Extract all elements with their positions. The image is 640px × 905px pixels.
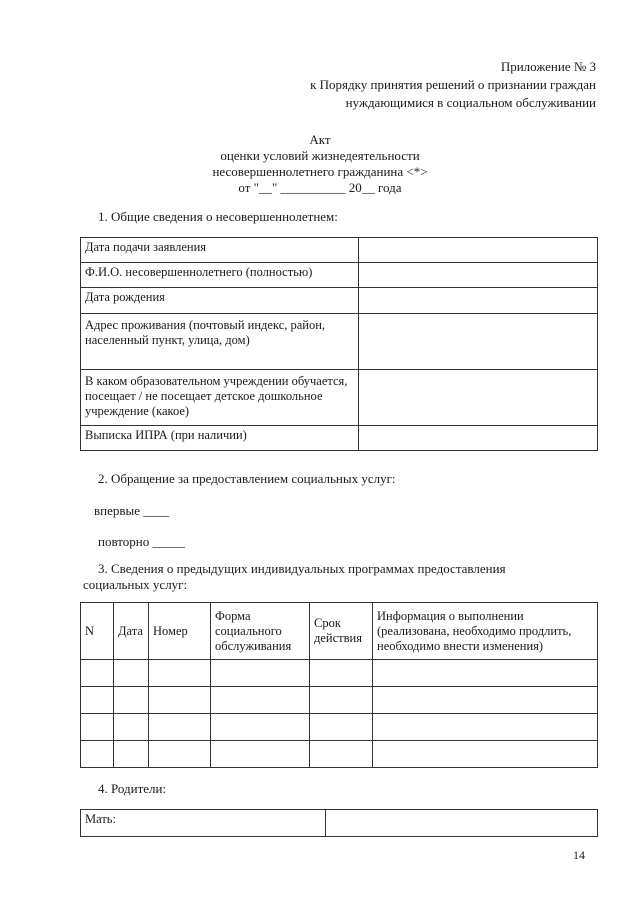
section4-heading: 4. Родители:: [98, 781, 167, 796]
general-info-table: [80, 237, 598, 451]
table-row: [81, 288, 598, 314]
table-row: [81, 714, 598, 741]
row-label: Ф.И.О. несовершеннолетнего (полностью): [81, 263, 359, 288]
parents-table: [80, 809, 598, 837]
previous-programs-table: [80, 602, 598, 768]
table-cell[interactable]: [211, 687, 310, 714]
table-row: [81, 810, 598, 837]
table-row: [81, 660, 598, 687]
table-cell[interactable]: [373, 660, 598, 687]
table-cell[interactable]: [373, 741, 598, 768]
table-cell[interactable]: [211, 660, 310, 687]
row-value-field[interactable]: [359, 263, 598, 288]
section3-heading-cont: социальных услуг:: [83, 577, 188, 592]
row-label: В каком образовательном учреждении обучается, посещает / не посещает детское дошкольное учреждение (какое): [81, 370, 359, 426]
table-row: [81, 687, 598, 714]
section2-heading: 2. Обращение за предоставлением социальных услуг:: [98, 471, 396, 486]
title-subject-cont: несовершеннолетнего гражданина <*>: [212, 164, 428, 179]
appendix-header: [310, 58, 596, 112]
table-cell[interactable]: [81, 741, 114, 768]
row-label: Адрес проживания (почтовый индекс, район, населенный пункт, улица, дом): [81, 314, 359, 370]
table-cell[interactable]: [211, 714, 310, 741]
mother-value-field[interactable]: [326, 810, 598, 837]
col-header-execution-info: Информация о выполнении (реализована, необходимо продлить, необходимо внести изменения): [373, 603, 598, 660]
table-header-row: [81, 603, 598, 660]
section1-heading: 1. Общие сведения о несовершеннолетнем:: [98, 209, 338, 224]
table-cell[interactable]: [211, 741, 310, 768]
row-label: Дата подачи заявления: [81, 238, 359, 263]
col-header-service-form: Форма социального обслуживания: [211, 603, 310, 660]
page-number: 14: [573, 848, 585, 862]
table-row: [81, 314, 598, 370]
row-value-field[interactable]: [359, 314, 598, 370]
row-value-field[interactable]: [359, 238, 598, 263]
title-subject: оценки условий жизнедеятельности: [220, 148, 420, 163]
section3-heading: 3. Сведения о предыдущих индивидуальных программах предоставления: [98, 561, 506, 576]
document-title: [0, 132, 640, 196]
appendix-number: Приложение № 3: [500, 59, 596, 74]
table-row: [81, 741, 598, 768]
row-label: Дата рождения: [81, 288, 359, 314]
table-row: [81, 426, 598, 451]
table-cell[interactable]: [373, 687, 598, 714]
table-cell[interactable]: [114, 660, 149, 687]
table-cell[interactable]: [114, 687, 149, 714]
table-cell[interactable]: [81, 687, 114, 714]
row-value-field[interactable]: [359, 426, 598, 451]
table-cell[interactable]: [81, 714, 114, 741]
table-cell[interactable]: [310, 687, 373, 714]
appendix-reference: к Порядку принятия решений о признании граждан: [310, 77, 596, 92]
title-date: от "__" __________ 20__ года: [238, 180, 402, 195]
repeated-option[interactable]: повторно _____: [98, 534, 185, 549]
table-cell[interactable]: [310, 660, 373, 687]
table-cell[interactable]: [149, 660, 211, 687]
row-value-field[interactable]: [359, 370, 598, 426]
table-cell[interactable]: [373, 714, 598, 741]
title-act: Акт: [309, 132, 331, 147]
table-row: [81, 370, 598, 426]
table-cell[interactable]: [114, 741, 149, 768]
mother-label: Мать:: [81, 810, 326, 837]
row-value-field[interactable]: [359, 288, 598, 314]
col-header-validity: Срок действия: [310, 603, 373, 660]
row-label: Выписка ИПРА (при наличии): [81, 426, 359, 451]
appendix-reference-cont: нуждающимися в социальном обслуживании: [345, 95, 596, 110]
table-cell[interactable]: [114, 714, 149, 741]
table-cell[interactable]: [149, 714, 211, 741]
table-cell[interactable]: [149, 687, 211, 714]
table-cell[interactable]: [81, 660, 114, 687]
col-header-id: Номер: [149, 603, 211, 660]
first-time-option[interactable]: впервые ____: [94, 503, 170, 518]
table-cell[interactable]: [310, 714, 373, 741]
table-cell[interactable]: [310, 741, 373, 768]
col-header-date: Дата: [114, 603, 149, 660]
table-row: [81, 238, 598, 263]
table-row: [81, 263, 598, 288]
table-cell[interactable]: [149, 741, 211, 768]
col-header-number: N: [81, 603, 114, 660]
